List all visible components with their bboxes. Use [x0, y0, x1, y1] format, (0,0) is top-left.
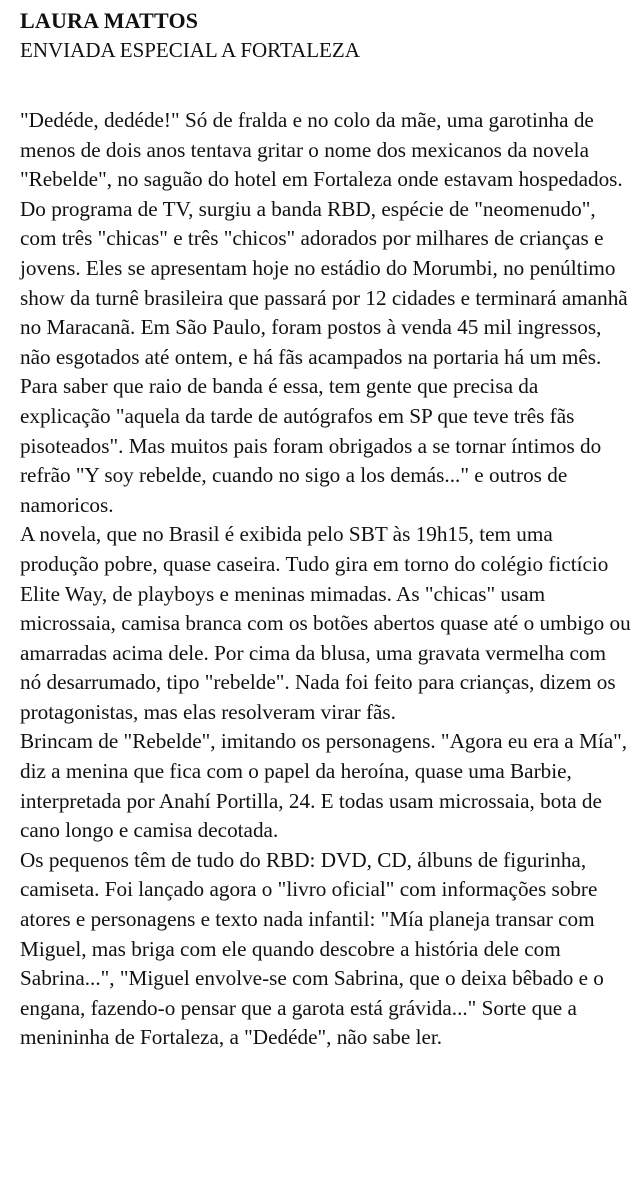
- paragraph-2: Do programa de TV, surgiu a banda RBD, espécie de "neomenudo", com três "chicas" e três "chicos" adorados por milhares de crianças e jovens. Eles se apresentam hoje no estádio do Morumbi, no penúltimo show da turnê brasileira que passará por 12 cidades e terminará amanhã no Maracanã. Em São Paulo, foram postos à venda 45 mil ingressos, não esgotados até ontem, e há fãs acampados na portaria há um mês.: [20, 196, 628, 369]
- article-body: [20, 106, 632, 1053]
- article: [20, 6, 632, 1053]
- author-name: LAURA MATTOS: [20, 8, 199, 33]
- paragraph-5: Brincam de "Rebelde", imitando os personagens. "Agora eu era a Mía", diz a menina que fica com o papel da heroína, quase uma Barbie, interpretada por Anahí Portilla, 24. E todas usam microssaia, bota de cano longo e camisa decotada.: [20, 729, 628, 843]
- paragraph-6: Os pequenos têm de tudo do RBD: DVD, CD, álbuns de figurinha, camiseta. Foi lançado agora o "livro oficial" com informações sobre atores e personagens e texto nada infantil: "Mía planeja transar com Miguel, mas briga com ele quando descobre a história dele com Sabrina...", "Miguel envolve-se com Sabrina, que o deixa bêbado e o engana, fazendo-o pensar que a garota está grávida..." Sorte que a menininha de Fortaleza, a "Dedéde", não sabe ler.: [20, 847, 604, 1050]
- paragraph-4: A novela, que no Brasil é exibida pelo SBT às 19h15, tem uma produção pobre, quase caseira. Tudo gira em torno do colégio fictício Elite Way, de playboys e meninas mimadas. As "chicas" usam microssaia, camisa branca com os botões abertos quase até o umbigo ou amarradas acima dele. Por cima da blusa, uma gravata vermelha com nó desarrumado, tipo "rebelde". Nada foi feito para crianças, dizem os protagonistas, mas elas resolveram virar fãs.: [20, 522, 631, 724]
- author-role: ENVIADA ESPECIAL A FORTALEZA: [20, 38, 360, 62]
- paragraph-3: Para saber que raio de banda é essa, tem gente que precisa da explicação "aquela da tarde de autógrafos em SP que teve três fãs pisoteados". Mas muitos pais foram obrigados a se tornar íntimos do refrão "Y soy rebelde, cuando no sigo a los demás..." e outros de namoricos.: [20, 374, 602, 517]
- paragraph-1: "Dedéde, dedéde!" Só de fralda e no colo da mãe, uma garotinha de menos de dois anos tentava gritar o nome dos mexicanos da novela "Rebelde", no saguão do hotel em Fortaleza onde estavam hospedados.: [20, 108, 623, 192]
- spacer: [20, 64, 632, 106]
- byline: [20, 6, 632, 64]
